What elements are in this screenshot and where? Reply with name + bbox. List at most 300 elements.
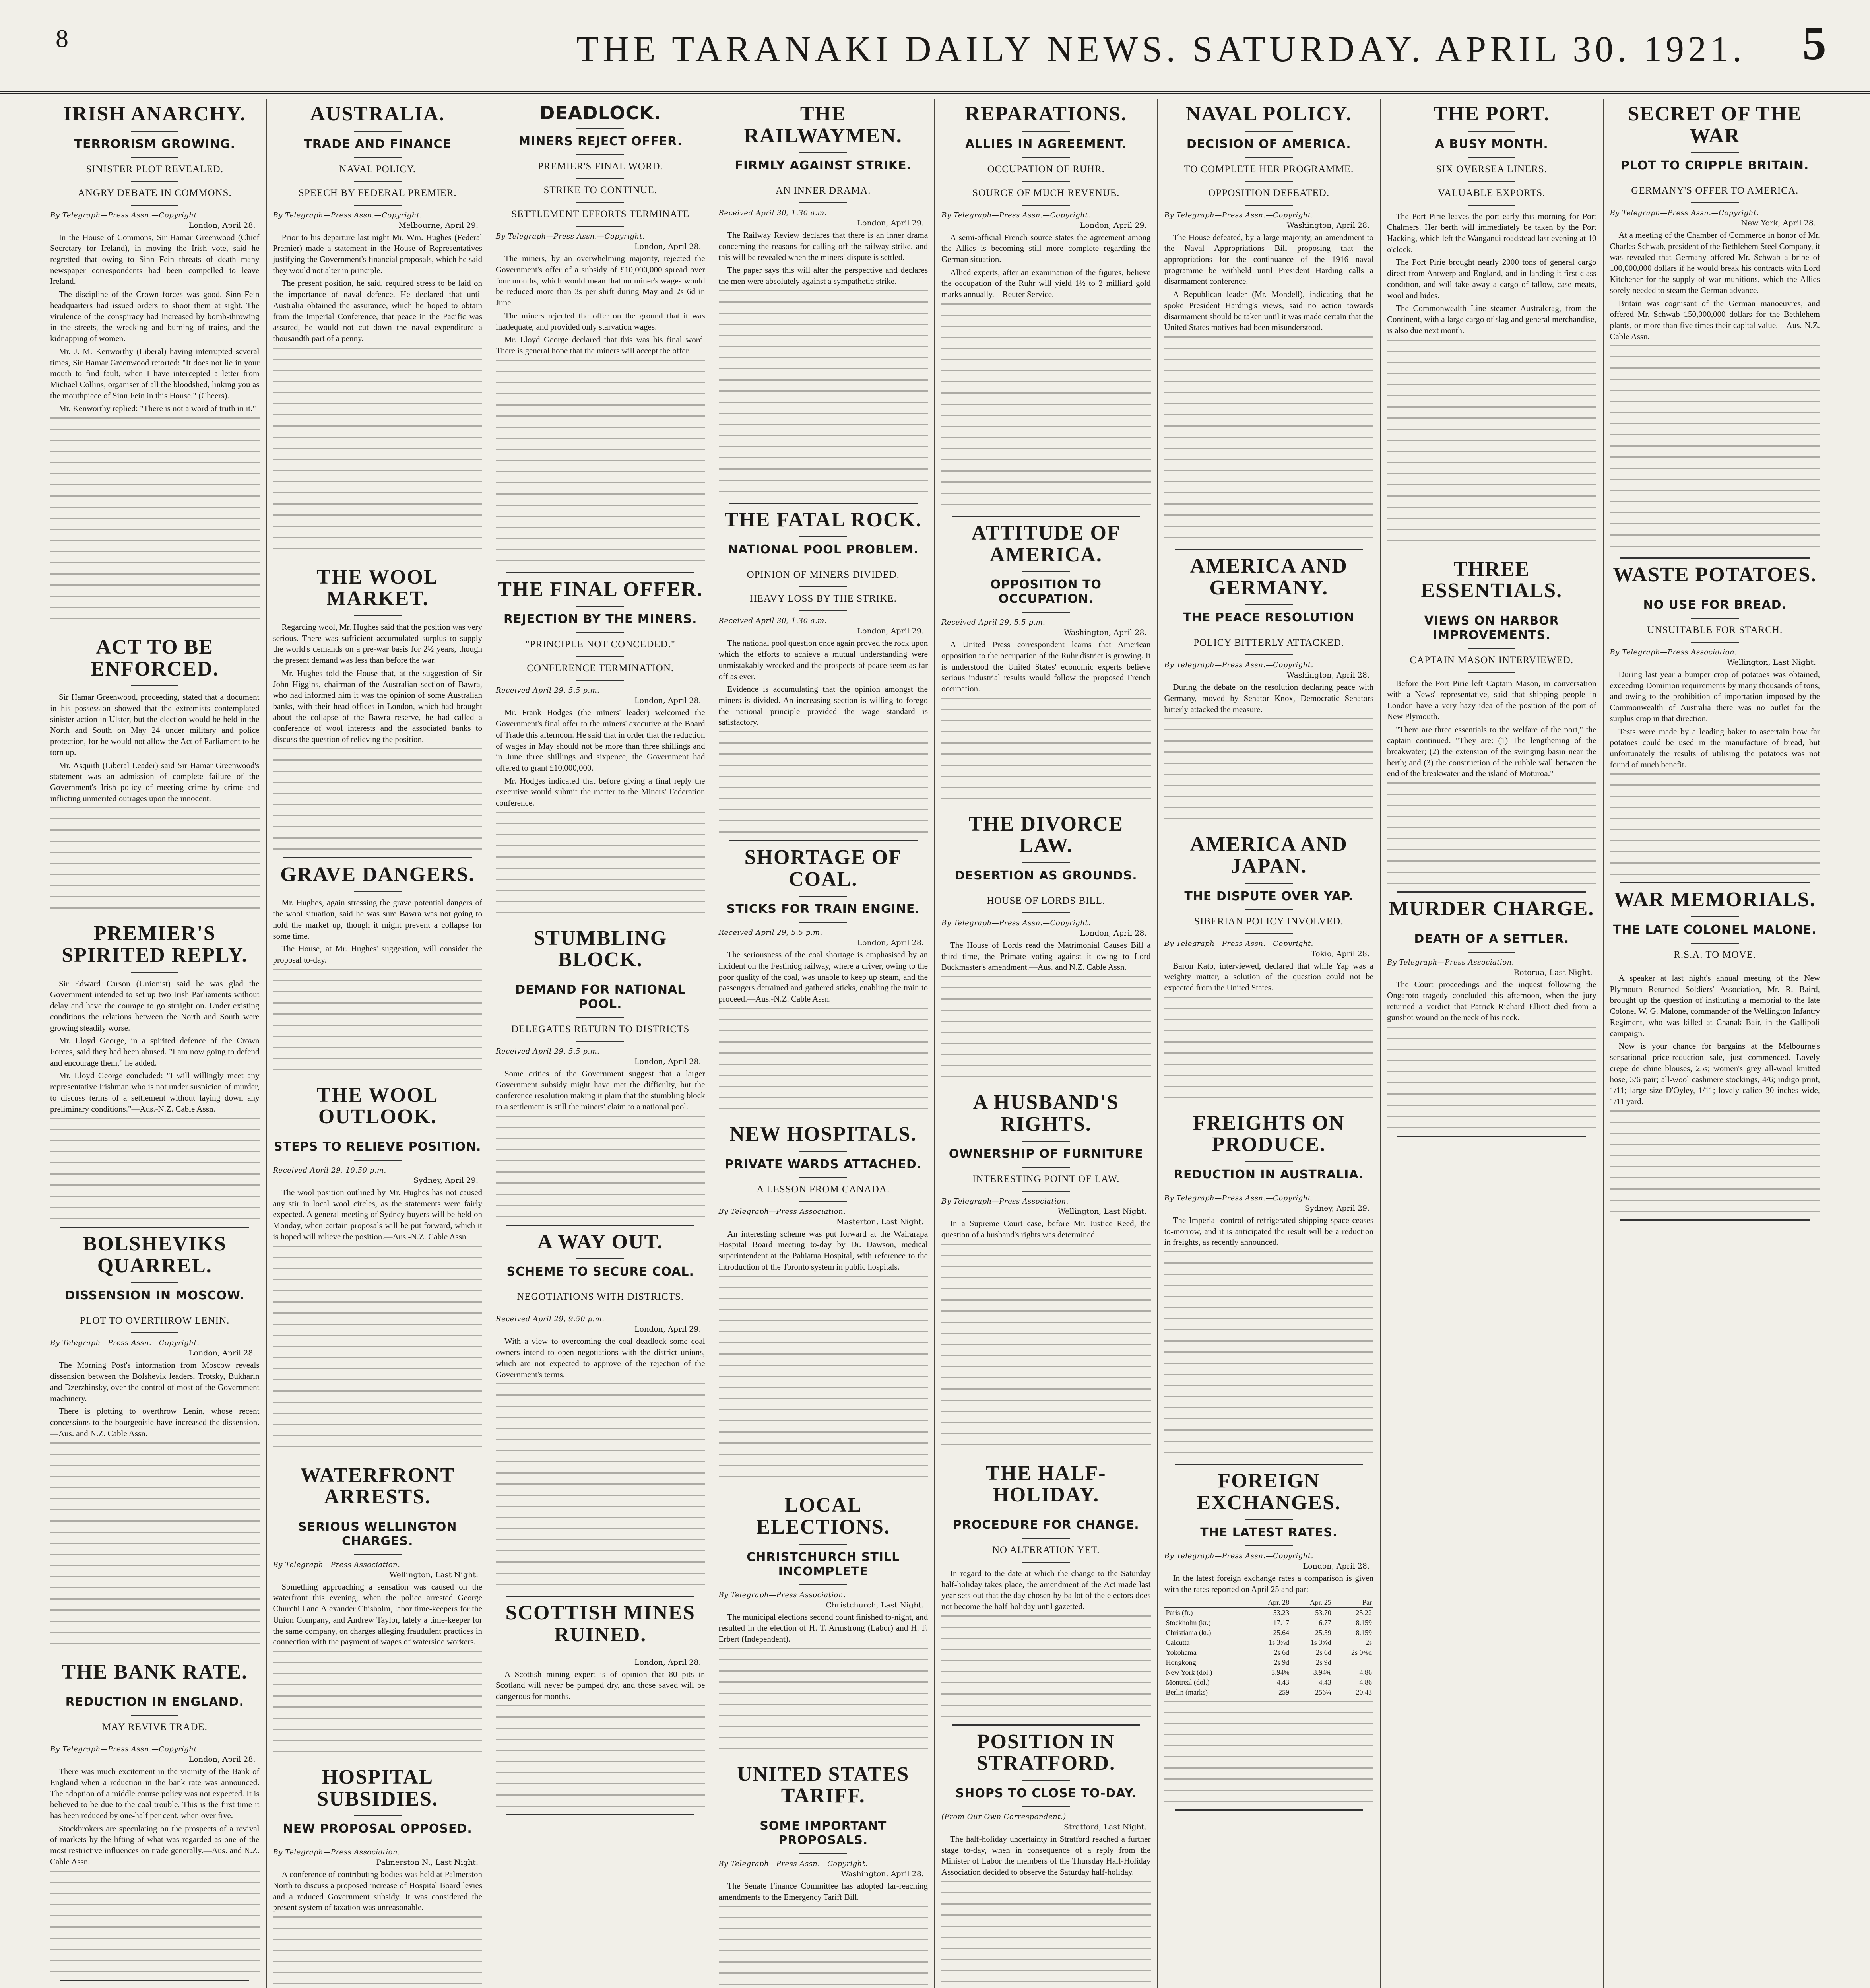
- headline-rule: [576, 128, 624, 129]
- article-headline: WATERFRONT ARRESTS.: [300, 1464, 455, 1508]
- table-cell: 2s 0⅝d: [1351, 1648, 1372, 1656]
- article-separator: [283, 1760, 472, 1761]
- table-cell: 2s 9d: [1316, 1658, 1331, 1666]
- article-subheading: PREMIER'S FINAL WORD.: [537, 161, 663, 172]
- article-paragraph: The miners rejected the offer on the ground that it was inadequate, and provided only starvation wages.: [496, 311, 705, 332]
- article-subheading: A LESSON FROM CANADA.: [757, 1184, 890, 1195]
- article-dateline: London, April 28.: [188, 221, 256, 230]
- dense-text-continuation: [941, 1881, 1151, 1984]
- table-header-cell: Apr. 28: [1249, 1598, 1291, 1608]
- article-byline: By Telegraph—Press Association.: [273, 1560, 400, 1569]
- headline-rule: [1691, 916, 1739, 917]
- dense-text-continuation: [50, 1871, 260, 1974]
- headline-rule: [131, 972, 178, 973]
- article-headline: AMERICA AND JAPAN.: [1190, 833, 1348, 878]
- dense-text-continuation: [719, 731, 928, 835]
- dense-text-continuation: [273, 1651, 483, 1754]
- article-headline: THE RAILWAYMEN.: [744, 103, 902, 147]
- subheading-rule: [799, 1853, 847, 1854]
- article-dateline: Sydney, April 29.: [413, 1176, 478, 1185]
- article-paragraph: During the debate on the resolution declaring peace with Germany, moved by Senator Knox, Democratic Senators bitterly attacked the measure.: [1164, 682, 1373, 714]
- article-paragraph: The Port Pirie leaves the port early this morning for Port Chalmers. Her berth will immediately be taken by the Port Hacking, which left the Wanganui roadstead last evening at 10 o'clock.: [1387, 211, 1596, 254]
- headline-rule: [1468, 131, 1515, 132]
- article-headline: SECRET OF THE WAR: [1628, 103, 1802, 147]
- table-cell: Christiania (kr.): [1166, 1628, 1211, 1637]
- table-row: [1164, 1658, 1374, 1668]
- article-paragraph: A United Press correspondent learns that American opposition to the occupation of the Ruhr district is growing. It is understood the United States' economic experts believe serious industrial results would follow the proposed French occupation.: [941, 640, 1151, 693]
- article-separator: [952, 1085, 1140, 1086]
- article: [273, 864, 483, 1079]
- subheading-rule: [1022, 1538, 1070, 1539]
- article-headline: LOCAL ELECTIONS.: [756, 1494, 890, 1538]
- article: [1387, 898, 1596, 1136]
- article-separator: [1175, 549, 1363, 550]
- dense-text-continuation: [50, 417, 260, 624]
- article-subheading: SCHEME TO SECURE COAL.: [506, 1265, 694, 1279]
- dense-text-continuation: [719, 1276, 928, 1482]
- table-row: [1164, 1607, 1374, 1618]
- article-paragraph: Mr. Hughes told the House that, at the suggestion of Sir John Higgins, chairman of the Australian section of Bawra, who had informed him it was the opinion of some Australian banks, with their head offices in London, which had brought about the collapse of the Bawra reserve, he had called a conference of wool interests and the associated banks to discuss the question of relieving the position.: [273, 668, 482, 744]
- table-cell: 2s 9d: [1274, 1658, 1290, 1666]
- dense-text-continuation: [1610, 1110, 1820, 1214]
- table-cell: 1s 3⅝d: [1310, 1638, 1331, 1646]
- table-row: [1164, 1638, 1374, 1648]
- article: [1164, 103, 1374, 550]
- article-subheading: PRIVATE WARDS ATTACHED.: [725, 1157, 922, 1171]
- dense-text-continuation: [496, 1116, 705, 1219]
- dense-text-continuation: [273, 748, 483, 852]
- headline-rule: [354, 891, 402, 892]
- article-subheading: OWNERSHIP OF FURNITURE: [949, 1147, 1143, 1161]
- article-subheading: NEGOTIATIONS WITH DISTRICTS.: [517, 1291, 684, 1303]
- table-cell: 53.23: [1273, 1608, 1290, 1617]
- subheading-rule: [576, 632, 624, 633]
- article-subheading: SOME IMPORTANT PROPOSALS.: [760, 1819, 887, 1847]
- article-subheading: R.S.A. TO MOVE.: [1674, 949, 1756, 961]
- subheading-rule: [354, 181, 402, 182]
- article: [1387, 103, 1596, 553]
- article-subheading: TRADE AND FINANCE: [304, 137, 452, 151]
- subheading-rule: [1022, 181, 1070, 182]
- article: [941, 103, 1151, 517]
- article-byline: Received April 30, 1.30 a.m.: [718, 617, 827, 625]
- article-byline: Received April 29, 5.5 p.m.: [496, 1047, 600, 1056]
- article-byline: Received April 29, 5.5 p.m.: [718, 928, 822, 937]
- headline-rule: [799, 896, 847, 897]
- article-paragraph: In regard to the date at which the change to the Saturday half-holiday takes place, the amendment of the Act made last year sets out that the day chosen by ballot of the electors does not become the half-holiday until gazetted.: [941, 1568, 1151, 1611]
- article-separator: [1620, 882, 1810, 883]
- article-subheading: MAY REVIVE TRADE.: [102, 1722, 208, 1733]
- article-headline: THE PORT.: [1433, 103, 1550, 125]
- dense-text-continuation: [719, 290, 928, 497]
- article-byline: By Telegraph—Press Association.: [1387, 958, 1514, 967]
- article-headline: BOLSHEVIKS QUARREL.: [83, 1233, 227, 1277]
- article-dateline: London, April 29.: [634, 1325, 701, 1334]
- dense-text-continuation: [273, 348, 483, 554]
- article-headline: ACT TO BE ENFORCED.: [90, 636, 219, 680]
- article-dateline: Tokio, April 28.: [1311, 949, 1370, 958]
- dense-text-continuation: [1387, 782, 1596, 886]
- newspaper-title: THE TARANAKI DAILY NEWS. SATURDAY. APRIL 30. 1921.: [576, 29, 1746, 69]
- article: [1164, 555, 1374, 828]
- dense-text-continuation: [496, 1383, 705, 1590]
- subheading-rule: [576, 178, 624, 179]
- subheading-rule: [131, 1739, 178, 1740]
- table-row: [1164, 1687, 1374, 1697]
- article-headline: SCOTTISH MINES RUINED.: [505, 1602, 695, 1646]
- article: [50, 1233, 260, 1656]
- subheading-rule: [576, 656, 624, 657]
- article-headline: PREMIER'S SPIRITED REPLY.: [62, 922, 248, 967]
- article-byline: By Telegraph—Press Assn.—Copyright.: [718, 1859, 868, 1868]
- article-paragraph: The House of Lords read the Matrimonial Causes Bill a third time, the Primate voting against it owing to Lord Buckmaster's amendment.—Aus. and N.Z. Cable Assn.: [941, 940, 1151, 972]
- subheading-rule: [1022, 205, 1070, 206]
- table-cell: 4.86: [1359, 1668, 1372, 1676]
- headline-rule: [1022, 862, 1070, 863]
- column-4: [712, 99, 935, 1988]
- article-headline: AUSTRALIA.: [310, 103, 445, 125]
- article-separator: [506, 921, 694, 922]
- article-subheading: DELEGATES RETURN TO DISTRICTS: [511, 1024, 690, 1035]
- table-cell: 3.94⅝: [1313, 1668, 1331, 1676]
- subheading-rule: [354, 1160, 402, 1161]
- article: [719, 847, 928, 1118]
- subheading-rule: [1022, 612, 1070, 613]
- article-separator: [283, 1458, 472, 1459]
- dense-text-continuation: [941, 976, 1151, 1079]
- article-separator: [60, 1655, 249, 1656]
- article-byline: By Telegraph—Press Assn.—Copyright.: [50, 1745, 200, 1754]
- dense-text-continuation: [496, 1705, 705, 1809]
- article: [719, 103, 928, 504]
- article-byline: Received April 29, 10.50 p.m.: [273, 1166, 386, 1175]
- article-byline: Received April 30, 1.30 a.m.: [718, 209, 827, 217]
- article-subheading: AN INNER DRAMA.: [776, 185, 871, 196]
- article-separator: [506, 1225, 694, 1226]
- subheading-rule: [1468, 205, 1515, 206]
- table-header-cell: Par: [1333, 1598, 1373, 1608]
- article-subheading: INTERESTING POINT OF LAW.: [972, 1174, 1120, 1185]
- article-paragraph: The Court proceedings and the inquest following the Ongaroto tragedy concluded this afternoon, when the jury returned a verdict that Patrick Richard Elliott died from a gunshot wound on the neck of his neck.: [1387, 979, 1596, 1022]
- dense-text-continuation: [1387, 340, 1596, 546]
- article-paragraph: The municipal elections second count finished to-night, and resulted in the election of H. T. Armstrong (Labor) and H. F. Erbert (Independent).: [718, 1612, 928, 1644]
- dense-text-continuation: [1164, 1701, 1374, 1804]
- dense-text-continuation: [941, 1244, 1151, 1450]
- column-3: [489, 99, 712, 1988]
- article: [941, 1731, 1151, 1988]
- article: [941, 1092, 1151, 1457]
- article-dateline: London, April 28.: [634, 696, 701, 705]
- table-cell: 3.94⅝: [1271, 1668, 1290, 1676]
- article-dateline: Palmerston N., Last Night.: [376, 1858, 478, 1867]
- article-dateline: London, April 28.: [188, 1755, 256, 1764]
- article: [719, 1495, 928, 1758]
- article-paragraph: Sir Edward Carson (Unionist) said he was glad the Government intended to set up two Irish Parliaments without delay and have the courage to go straight on. Under existing conditions the relations between the North and South were growing steadily worse.: [50, 978, 260, 1033]
- headline-rule: [1691, 152, 1739, 153]
- article-headline: STUMBLING BLOCK.: [533, 926, 667, 971]
- article: [941, 522, 1151, 808]
- article: [1164, 1470, 1374, 1811]
- article-paragraph: Stockbrokers are speculating on the prospects of a revival of markets by the lifting of what was regarded as one of the most restrictive influences on trade generally.—Aus. and N.Z. Cable Assn.: [50, 1823, 260, 1866]
- article-subheading: NEW PROPOSAL OPPOSED.: [283, 1822, 472, 1836]
- article: [50, 637, 260, 917]
- article-paragraph: A semi-official French source states the agreement among the Allies is becoming still more complete regarding the German situation.: [941, 232, 1151, 264]
- subheading-rule: [1691, 202, 1739, 203]
- article-separator: [1620, 1219, 1810, 1221]
- article-byline: By Telegraph—Press Assn.—Copyright.: [1164, 1194, 1313, 1202]
- article-separator: [506, 572, 694, 573]
- article-paragraph: In a Supreme Court case, before Mr. Justice Reed, the question of a husband's rights was determined.: [941, 1219, 1151, 1239]
- article-paragraph: Mr. Lloyd George concluded: "I will willingly meet any representative Irishman who is not under suspicion of murder, to discuss terms of a settlement without laying down any preliminary conditions."—Aus.-N.Z. Cable Assn.: [50, 1071, 260, 1114]
- table-cell: 17.17: [1273, 1618, 1290, 1627]
- article-headline: UNITED STATES TARIFF.: [737, 1763, 910, 1807]
- article-dateline: Washington, April 28.: [1286, 221, 1370, 230]
- subheading-rule: [131, 181, 178, 182]
- table-header-cell: Apr. 25: [1291, 1598, 1333, 1608]
- headline-rule: [576, 1258, 624, 1259]
- article-subheading: HOUSE OF LORDS BILL.: [987, 895, 1106, 906]
- article-paragraph: The seriousness of the coal shortage is emphasised by an incident on the Festiniog railway, where a driver, owing to the poor quality of the coal, was unable to keep up steam, and the passengers detrained and gathered sticks, enabling the train to proceed.—Aus.-N.Z. Cable Assn.: [718, 950, 928, 1004]
- article-subheading: SOURCE OF MUCH REVENUE.: [972, 187, 1120, 198]
- article-dateline: Wellington, Last Night.: [1058, 1207, 1147, 1216]
- dense-text-continuation: [50, 807, 260, 911]
- article-headline: THE DIVORCE LAW.: [968, 812, 1123, 857]
- article: [273, 1085, 483, 1459]
- article-subheading: CONFERENCE TERMINATION.: [527, 663, 674, 674]
- article-separator: [506, 1814, 694, 1815]
- article-separator: [60, 1980, 249, 1981]
- table-header-row: [1164, 1598, 1374, 1608]
- table-cell: 25.59: [1315, 1628, 1331, 1637]
- article-separator: [60, 916, 249, 917]
- masthead-left-number: 8: [56, 24, 68, 52]
- article-paragraph: Regarding wool, Mr. Hughes said that the position was very serious. There was sufficient accumulated surplus to supply the world's demands on a pre-war basis for 2½ years, though the present demand was less than before the war.: [273, 622, 483, 665]
- dense-text-continuation: [273, 1916, 483, 1988]
- headline-rule: [354, 1815, 402, 1816]
- article-byline: By Telegraph—Press Assn.—Copyright.: [1164, 211, 1313, 219]
- article-subheading: OPINION OF MINERS DIVIDED.: [747, 569, 900, 580]
- article-byline: By Telegraph—Press Assn.—Copyright.: [941, 211, 1091, 219]
- table-cell: 2s 6d: [1274, 1648, 1290, 1656]
- article-headline: THE FINAL OFFER.: [498, 578, 703, 601]
- article-separator: [283, 560, 472, 561]
- article: [496, 1231, 705, 1597]
- article-paragraph: Mr. J. M. Kenworthy (Liberal) having interrupted several times, Sir Hamar Greenwood retorted: "It does not lie in your mouth to find fault, when I have intercepted a letter from Michael Collins, organiser of all the bloodshed, linking you as the mouthpiece of Sinn Fein in this House." (Cheers).: [50, 346, 260, 400]
- article-paragraph: The miners, by an overwhelming majority, rejected the Government's offer of a subsidy of £10,000,000 spread over four months, which would mean that no miner's wages would be reduced more than 3s per shift during May and 2s 6d in June.: [496, 254, 705, 308]
- dense-text-continuation: [50, 1442, 260, 1649]
- article-subheading: FIRMLY AGAINST STRIKE.: [735, 159, 912, 173]
- article-headline: WASTE POTATOES.: [1613, 563, 1817, 586]
- table-row: [1164, 1628, 1374, 1638]
- table-cell: 4.43: [1276, 1678, 1290, 1686]
- article-headline: GRAVE DANGERS.: [280, 863, 475, 886]
- article-byline: By Telegraph—Press Assn.—Copyright.: [1610, 209, 1759, 217]
- article-byline: By Telegraph—Press Assn.—Copyright.: [273, 211, 422, 219]
- article-paragraph: An interesting scheme was put forward at the Wairarapa Hospital Board meeting to-day by Dr. Dawson, medical superintendent at the Pahiatua Hospital, with reference to the introduction of the Toronto system in public hospitals.: [718, 1229, 928, 1272]
- subheading-rule: [1022, 1167, 1070, 1168]
- article: [50, 1662, 260, 1981]
- article-dateline: Rotorua, Last Night.: [1513, 968, 1593, 977]
- headline-rule: [131, 1282, 178, 1283]
- subheading-rule: [131, 1332, 178, 1333]
- article-headline: A HUSBAND'S RIGHTS.: [973, 1091, 1119, 1136]
- article-separator: [952, 807, 1140, 808]
- article-paragraph: Britain was cognisant of the German manoeuvres, and offered Mr. Schwab 150,000,000 dollars for the Bethlehem plants, or more than five times their capital value.—Aus.-N.Z. Cable Assn.: [1610, 298, 1820, 341]
- table-cell: Yokohama: [1166, 1648, 1197, 1656]
- article-paragraph: Allied experts, after an examination of the figures, believe the occupation of the Ruhr will yield 1½ to 2 milliard gold marks annually.—Reuter Service.: [941, 267, 1151, 299]
- dense-text-continuation: [273, 969, 483, 1072]
- article-subheading: REDUCTION IN ENGLAND.: [65, 1695, 244, 1709]
- article-paragraph: Mr. Hodges indicated that before giving a final reply the executive would submit the matter to the Miners' Federation conference.: [496, 776, 705, 808]
- subheading-rule: [799, 202, 847, 203]
- article-dateline: London, April 29.: [1080, 221, 1147, 230]
- article-dateline: Washington, April 28.: [1064, 628, 1147, 637]
- dense-text-continuation: [941, 1615, 1151, 1719]
- article-paragraph: Something approaching a sensation was caused on the waterfront this evening, when the police arrested George Churchill and Alexander Chisholm, labor time-keepers for the Union Company, and Andrew Taylor, lately a time-keeper for the same company, on charges alleging fraudulent practices in connection with the payment of wages of waterside workers.: [273, 1582, 482, 1647]
- table-cell: Hongkong: [1166, 1658, 1196, 1666]
- article-headline: THE HALF-HOLIDAY.: [985, 1462, 1106, 1507]
- article-subheading: THE PEACE RESOLUTION: [1183, 611, 1354, 625]
- subheading-rule: [799, 610, 847, 611]
- table-cell: 25.64: [1273, 1628, 1290, 1637]
- article-paragraph: Before the Port Pirie left Captain Mason, in conversation with a News' representative, said that shipping people in London have a very hazy idea of the position of the port of New Plymouth.: [1387, 678, 1596, 721]
- article-subheading: THE LATE COLONEL MALONE.: [1613, 923, 1817, 937]
- dense-text-continuation: [1164, 336, 1374, 543]
- headline-rule: [1245, 883, 1293, 884]
- article: [1610, 103, 1820, 559]
- article-byline: Received April 29, 5.5 p.m.: [941, 618, 1046, 627]
- article-paragraph: There was much excitement in the vicinity of the Bank of England when a reduction in the bank rate was announced. The adoption of a middle course policy was not expected. It is believed to be due to the coal trouble. This is the first time it has been reduced by one-half per cent. when over five.: [50, 1767, 260, 1820]
- article-paragraph: Sir Hamar Greenwood, proceeding, stated that a document in his possession showed that the extremists contemplated sinister action in Ulster, but the election would be held in the North and South on May 24 under military and police protection, for he would not allow the Act of Parliament to be torn up.: [50, 692, 260, 757]
- article-byline: By Telegraph—Press Association.: [273, 1848, 400, 1857]
- article-paragraph: The wool position outlined by Mr. Hughes has not caused any stir in local wool circles, as the statements were fairly expected. A general meeting of Sydney buyers will be held on Monday, when certain proposals will be put forward, which it is hoped will relieve the position.—Aus.-N.Z. Cable Assn.: [273, 1187, 482, 1241]
- column-7: [1381, 99, 1604, 1988]
- article-paragraph: A speaker at last night's annual meeting of the New Plymouth Returned Soldiers' Association, Mr. R. Baird, brought up the question of instituting a memorial to the late Colonel W. G. Malone, commander of the Wellington Infantry Regiment, who was killed at Chanak Bair, in the Gallipoli campaign.: [1610, 973, 1820, 1038]
- article-subheading: MINERS REJECT OFFER.: [518, 134, 683, 149]
- headline-rule: [131, 131, 178, 132]
- article-dateline: London, April 28.: [1303, 1562, 1370, 1571]
- article-headline: SHORTAGE OF COAL.: [744, 846, 902, 891]
- article-subheading: REJECTION BY THE MINERS.: [503, 612, 697, 627]
- table-cell: 2s 6d: [1316, 1648, 1331, 1656]
- table-cell: Paris (fr.): [1166, 1608, 1193, 1617]
- article-subheading: SETTLEMENT EFFORTS TERMINATE: [511, 209, 690, 220]
- article-paragraph: Baron Kato, interviewed, declared that while Yap was a weighty matter, a solution of the question could not be expected from the United States.: [1164, 961, 1373, 993]
- article-separator: [1620, 557, 1810, 559]
- article-byline: By Telegraph—Press Association.: [718, 1590, 846, 1599]
- article-subheading: STICKS FOR TRAIN ENGINE.: [726, 902, 920, 916]
- subheading-rule: [1468, 157, 1515, 158]
- subheading-rule: [131, 1715, 178, 1716]
- article: [1610, 564, 1820, 883]
- dense-text-continuation: [941, 303, 1151, 510]
- article-dateline: London, April 28.: [188, 1349, 256, 1358]
- subheading-rule: [1691, 642, 1739, 643]
- article-subheading: DEMAND FOR NATIONAL POOL.: [515, 983, 686, 1011]
- article-byline: (From Our Own Correspondent.): [941, 1812, 1066, 1821]
- article: [50, 923, 260, 1228]
- dense-text-continuation: [496, 360, 705, 567]
- subheading-rule: [1022, 157, 1070, 158]
- table-cell: 1s 3⅝d: [1269, 1638, 1290, 1646]
- column-8: [1604, 99, 1827, 1988]
- columns-container: [44, 99, 1826, 1988]
- headline-rule: [799, 152, 847, 153]
- article-subheading: A BUSY MONTH.: [1435, 137, 1548, 151]
- article-byline: By Telegraph—Press Assn.—Copyright.: [1164, 1552, 1313, 1561]
- article-dateline: London, April 28.: [857, 938, 924, 947]
- article-paragraph: The discipline of the Crown forces was good. Sinn Fein headquarters had issued orders to shoot them at sight. The virulence of the conspiracy had increased by bomb-throwing in the streets, the wrecking and burning of trains, and the kidnapping of women.: [50, 289, 260, 344]
- article: [496, 103, 705, 573]
- article-dateline: London, April 28.: [634, 242, 701, 251]
- article-paragraph: With a view to overcoming the coal deadlock some coal owners intend to open negotiations with the district unions, which are not expected to approve of the rejection of the Government's terms.: [496, 1336, 705, 1379]
- article-separator: [952, 516, 1140, 517]
- table-cell: 259: [1278, 1688, 1290, 1696]
- article-subheading: UNSUITABLE FOR STARCH.: [1647, 624, 1783, 635]
- article-paragraph: The Morning Post's information from Moscow reveals dissension between the Bolshevik leaders, Trotsky, Bukharin and Dzerzhinsky, over the control of most of the Government machinery.: [50, 1360, 260, 1403]
- article-separator: [506, 1596, 694, 1597]
- headline-rule: [1245, 131, 1293, 132]
- subheading-rule: [576, 226, 624, 227]
- article-separator: [952, 1724, 1140, 1726]
- article-headline: FOREIGN EXCHANGES.: [1197, 1470, 1341, 1514]
- article-headline: FREIGHTS ON PRODUCE.: [1193, 1111, 1345, 1156]
- subheading-rule: [1468, 181, 1515, 182]
- column-5: [935, 99, 1158, 1988]
- article: [1610, 889, 1820, 1220]
- article-subheading: CHRISTCHURCH STILL INCOMPLETE: [747, 1550, 900, 1578]
- article-separator: [1175, 827, 1363, 828]
- article-subheading: NATIONAL POOL PROBLEM.: [727, 543, 919, 557]
- article-subheading: THE LATEST RATES.: [1200, 1526, 1338, 1540]
- subheading-rule: [1245, 181, 1293, 182]
- article-paragraph: Tests were made by a leading baker to ascertain how far potatoes could be used in the manufacture of bread, but unfortunately the results of utilising the potatoes was not found of much benefit.: [1610, 726, 1820, 769]
- headline-rule: [1022, 571, 1070, 572]
- article-paragraph: Mr. Kenworthy replied: "There is not a word of truth in it.": [59, 404, 256, 414]
- article-paragraph: The Railway Review declares that there is an inner drama concerning the reasons for calling off the railway strike, and this will be revealed when the miners' dispute is settled.: [718, 230, 928, 262]
- article-subheading: SHOPS TO CLOSE TO-DAY.: [955, 1786, 1137, 1800]
- subheading-rule: [576, 1017, 624, 1018]
- article-headline: ATTITUDE OF AMERICA.: [971, 521, 1121, 566]
- subheading-rule: [1691, 618, 1739, 619]
- dense-text-continuation: [1387, 1027, 1596, 1130]
- article-headline: NEW HOSPITALS.: [729, 1122, 917, 1145]
- article-paragraph: Mr. Frank Hodges (the miners' leader) welcomed the Government's final offer to the miners' executive at the Board of Trade this afternoon. He said that in order that the reduction of wages in May should not be more than three shillings and in June three shillings and sixpence, the Government had offered to grant £10,000,000.: [496, 708, 705, 773]
- article-byline: By Telegraph—Press Association.: [941, 1197, 1069, 1206]
- article-subheading: SINISTER PLOT REVEALED.: [86, 163, 223, 175]
- article-paragraph: A Republican leader (Mr. Mondell), indicating that he spoke President Harding's views, said no action towards disarmament should be taken until it was made certain that the United States motives had been misunderstood.: [1164, 289, 1373, 332]
- article-subheading: OPPOSITION DEFEATED.: [1208, 187, 1330, 198]
- article-subheading: NAVAL POLICY.: [339, 163, 416, 175]
- article-subheading: GERMANY'S OFFER TO AMERICA.: [1631, 185, 1799, 196]
- article-headline: MURDER CHARGE.: [1389, 897, 1595, 920]
- article-subheading: "PRINCIPLE NOT CONCEDED.": [525, 639, 676, 650]
- article-dateline: Wellington, Last Night.: [1727, 658, 1816, 667]
- article: [1164, 1112, 1374, 1465]
- table-cell: Calcutta: [1166, 1638, 1190, 1646]
- article-byline: Received April 29, 9.50 p.m.: [496, 1315, 605, 1324]
- article-dateline: London, April 29.: [857, 627, 924, 636]
- subheading-rule: [1245, 205, 1293, 206]
- article-headline: THREE ESSENTIALS.: [1421, 557, 1563, 602]
- column-2: [267, 99, 490, 1988]
- article-separator: [729, 1488, 918, 1489]
- article-separator: [1397, 552, 1586, 553]
- subheading-rule: [354, 205, 402, 206]
- article-subheading: SIBERIAN POLICY INVOLVED.: [1194, 916, 1344, 927]
- article-headline: WAR MEMORIALS.: [1614, 888, 1816, 911]
- article-subheading: SIX OVERSEA LINERS.: [1436, 163, 1547, 175]
